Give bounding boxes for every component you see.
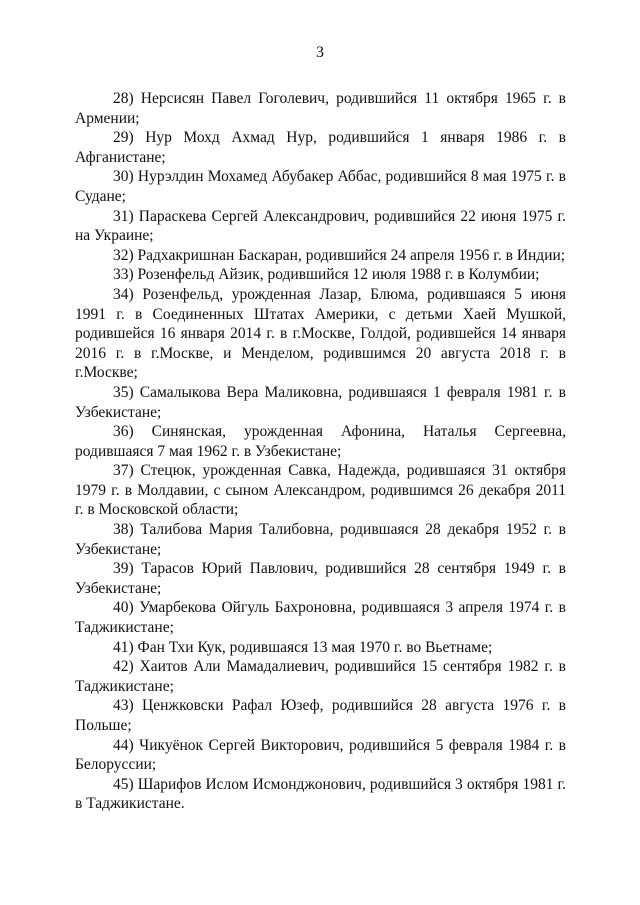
list-item: 39) Тарасов Юрий Павлович, родившийся 28 сентября 1949 г. в Узбекистане; [75,560,566,597]
list-item: 44) Чикуёнок Сергей Викторович, родившийся 5 февраля 1984 г. в Белоруссии; [75,736,566,774]
list-item: 29) Нур Мохд Ахмад Нур, родившийся 1 января 1986 г. в Афганистане; [75,129,566,166]
list-item: 36) Синянская, урожденная Афонина, Наталья Сергеевна, родившаяся 7 мая 1962 г. в Узбекистане; [75,423,566,460]
list-item: 33) Розенфельд Айзик, родившийся 12 июля 1988 г. в Колумбии; [113,266,540,284]
list-item: 41) Фан Тхи Кук, родившаяся 13 мая 1970 г. во Вьетнаме; [113,638,493,656]
list-item: 45) Шарифов Ислом Исмонджонович, родившийся 3 октября 1981 г. в Таджикистане. [75,775,566,813]
list-item: 38) Талибова Мария Талибовна, родившаяся 28 декабря 1952 г. в Узбекистане; [75,521,566,558]
list-item: 31) Параскева Сергей Александрович, родившийся 22 июня 1975 г. на Украине; [75,207,566,245]
list-item: 32) Радхакришнан Баскаран, родившийся 24 апреля 1956 г. в Индии; [113,246,566,264]
list-item: 42) Хаитов Али Мамадалиевич, родившийся 15 сентября 1982 г. в Таджикистане; [75,658,566,695]
list-item: 40) Умарбекова Ойгуль Бахроновна, родившаяся 3 апреля 1974 г. в Таджикистане; [75,599,566,637]
list-item: 34) Розенфельд, урожденная Лазар, Блюма, родившаяся 5 июня 1991 г. в Соединенных Штатах Америки, с детьми Хаей Мушкой, родившейся 16 января 2014 г. в г.Москве, Голдой, родившейся 14 января 2016 г. в г.Москве, и Менделом, родившимся 20 августа 2018 г. в г.Москве; [75,285,566,382]
list-item: 30) Нурэлдин Мохамед Абубакер Аббас, родившийся 8 мая 1975 г. в Судане; [75,168,566,205]
list-item: 43) Ценжковски Рафал Юзеф, родившийся 28 августа 1976 г. в Польше; [75,697,566,734]
page-number: 3 [316,44,324,61]
list-item: 37) Стецюк, урожденная Савка, Надежда, родившаяся 31 октября 1979 г. в Молдавии, с сыном Александром, родившимся 26 декабря 2011 г. в Московской области; [75,462,566,519]
citizen-list [75,89,566,814]
list-item: 35) Самалыкова Вера Маликовна, родившаяся 1 февраля 1981 г. в Узбекистане; [75,383,566,421]
list-item: 28) Нерсисян Павел Гоголевич, родившийся 11 октября 1965 г. в Армении; [75,90,566,127]
